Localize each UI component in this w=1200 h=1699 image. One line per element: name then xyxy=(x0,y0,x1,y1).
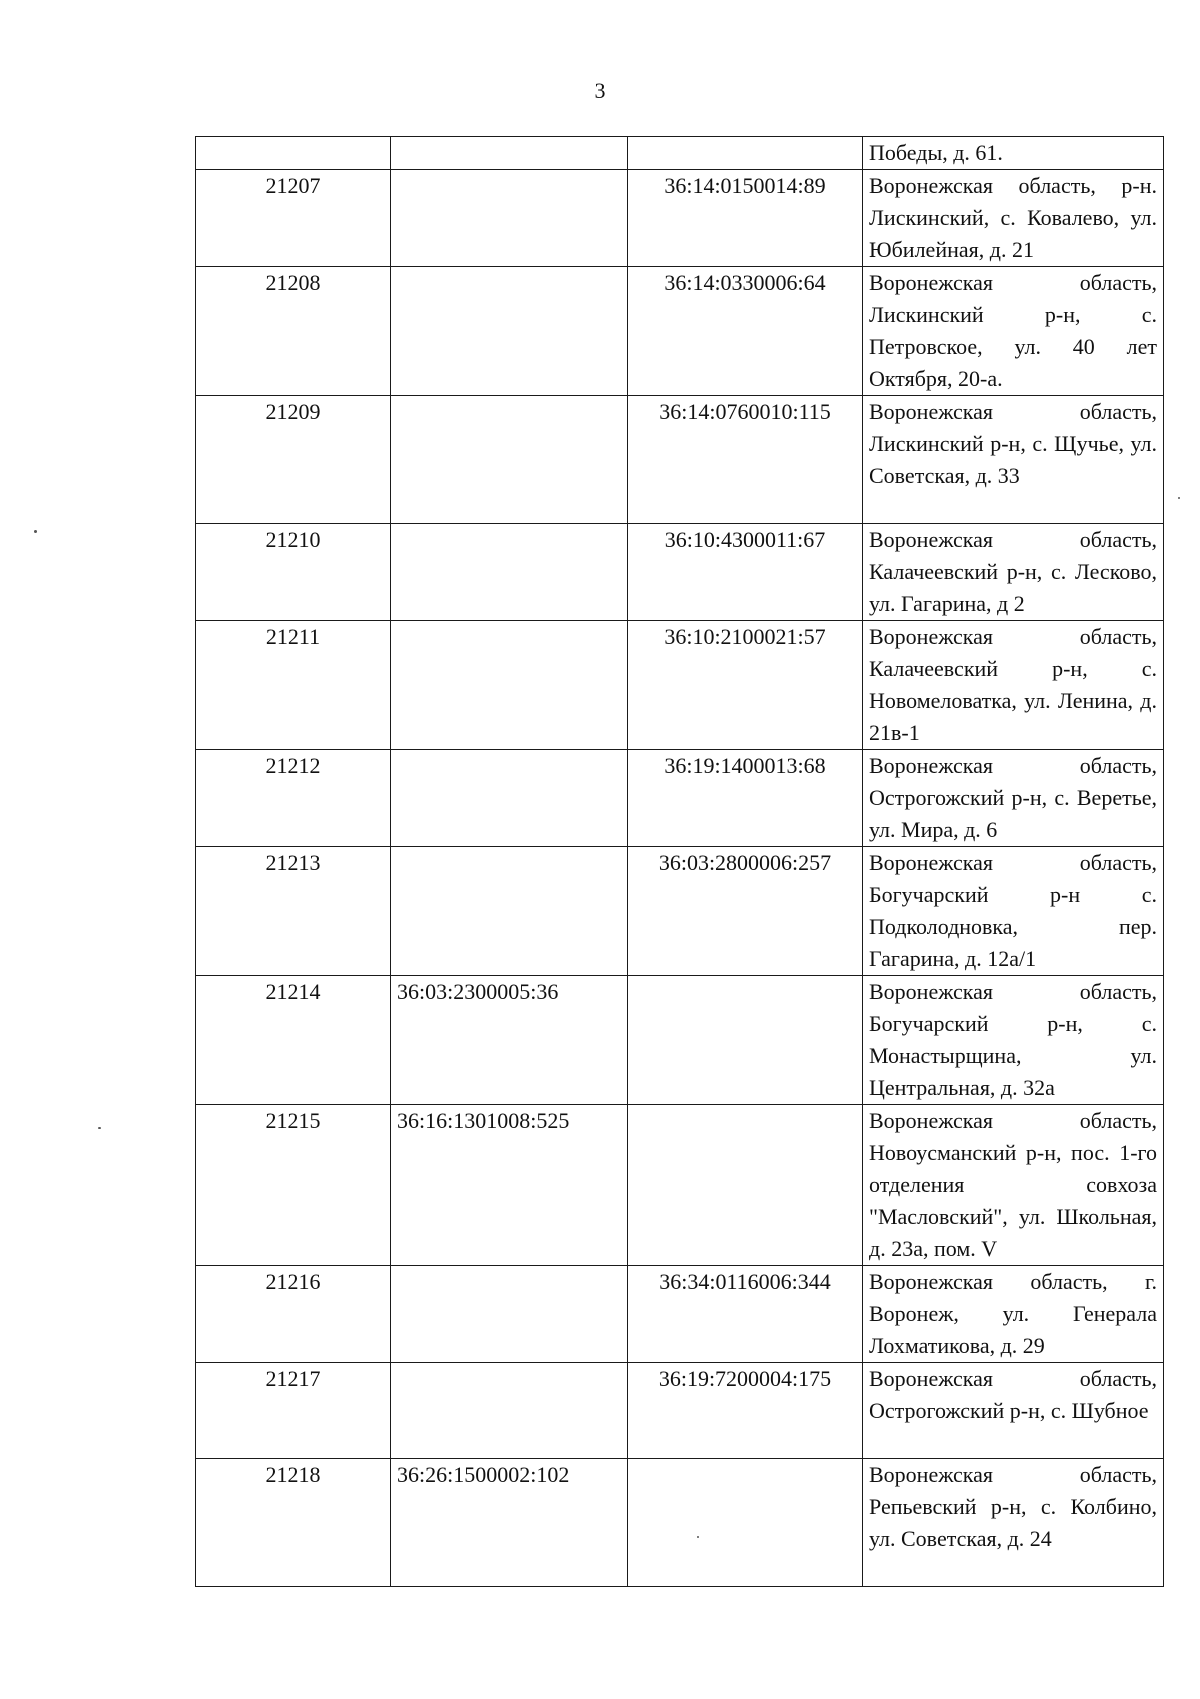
cadastral-number-alt-cell: 36:10:2100021:57 xyxy=(628,621,863,750)
cadastral-number-alt-cell xyxy=(628,137,863,170)
cadastral-number-cell xyxy=(391,1266,628,1363)
scan-speck xyxy=(1178,497,1180,499)
table-row xyxy=(196,976,1164,1105)
table-row xyxy=(196,750,1164,847)
cadastral-number-alt-cell: 36:14:0150014:89 xyxy=(628,170,863,267)
page-number: 3 xyxy=(594,78,606,103)
record-number-cell: 21212 xyxy=(196,750,391,847)
record-number-cell xyxy=(196,137,391,170)
record-number-cell: 21215 xyxy=(196,1105,391,1266)
scan-speck xyxy=(98,1127,101,1129)
cadastral-number-alt-cell xyxy=(628,1105,863,1266)
address-cell: Воронежская область, Лискинский р-н, с. Щучье, ул. Советская, д. 33 xyxy=(863,396,1164,524)
table-row xyxy=(196,1266,1164,1363)
record-number-cell: 21213 xyxy=(196,847,391,976)
cadastral-number-cell xyxy=(391,750,628,847)
record-number-cell: 21209 xyxy=(196,396,391,524)
table-row xyxy=(196,621,1164,750)
record-number-cell: 21207 xyxy=(196,170,391,267)
address-cell: Победы, д. 61. xyxy=(863,137,1164,170)
record-number-cell: 21214 xyxy=(196,976,391,1105)
address-cell: Воронежская область, Богучарский р-н, с. Монастырщина, ул. Центральная, д. 32а xyxy=(863,976,1164,1105)
cadastral-number-alt-cell: 36:34:0116006:344 xyxy=(628,1266,863,1363)
cadastral-number-cell xyxy=(391,396,628,524)
cadastral-number-alt-cell xyxy=(628,1459,863,1587)
cadastral-number-alt-cell: 36:10:4300011:67 xyxy=(628,524,863,621)
cadastral-number-cell: 36:16:1301008:525 xyxy=(391,1105,628,1266)
address-cell: Воронежская область, г. Воронеж, ул. Генерала Лохматикова, д. 29 xyxy=(863,1266,1164,1363)
table-row xyxy=(196,267,1164,396)
scan-speck xyxy=(697,1536,699,1538)
address-cell: Воронежская область, Острогожский р-н, с. Шубное xyxy=(863,1363,1164,1459)
table-row xyxy=(196,524,1164,621)
registry-table xyxy=(195,136,1164,1587)
table-row xyxy=(196,1105,1164,1266)
cadastral-number-alt-cell: 36:14:0760010:115 xyxy=(628,396,863,524)
table-row xyxy=(196,847,1164,976)
cadastral-number-cell xyxy=(391,137,628,170)
cadastral-number-cell xyxy=(391,847,628,976)
cadastral-number-alt-cell: 36:03:2800006:257 xyxy=(628,847,863,976)
address-cell: Воронежская область, Калачеевский р-н, с. Лесково, ул. Гагарина, д 2 xyxy=(863,524,1164,621)
table-row xyxy=(196,1363,1164,1459)
cadastral-number-cell xyxy=(391,524,628,621)
cadastral-number-cell: 36:26:1500002:102 xyxy=(391,1459,628,1587)
cadastral-number-alt-cell: 36:14:0330006:64 xyxy=(628,267,863,396)
record-number-cell: 21210 xyxy=(196,524,391,621)
address-cell: Воронежская область, Репьевский р-н, с. Колбино, ул. Советская, д. 24 xyxy=(863,1459,1164,1587)
table-row xyxy=(196,170,1164,267)
address-cell: Воронежская область, Острогожский р-н, с. Веретье, ул. Мира, д. 6 xyxy=(863,750,1164,847)
record-number-cell: 21208 xyxy=(196,267,391,396)
cadastral-number-alt-cell xyxy=(628,976,863,1105)
table-row xyxy=(196,396,1164,524)
cadastral-number-alt-cell: 36:19:1400013:68 xyxy=(628,750,863,847)
cadastral-number-cell xyxy=(391,267,628,396)
address-cell: Воронежская область, Богучарский р-н с. Подколодновка, пер. Гагарина, д. 12а/1 xyxy=(863,847,1164,976)
scan-speck xyxy=(34,530,37,533)
address-cell: Воронежская область, Новоусманский р-н, пос. 1-го отделения совхоза "Масловский", ул. Школьная, д. 23а, пом. V xyxy=(863,1105,1164,1266)
registry-table-body xyxy=(196,137,1164,1587)
cadastral-number-alt-cell: 36:19:7200004:175 xyxy=(628,1363,863,1459)
record-number-cell: 21218 xyxy=(196,1459,391,1587)
address-cell: Воронежская область, Калачеевский р-н, с. Новомеловатка, ул. Ленина, д. 21в-1 xyxy=(863,621,1164,750)
address-cell: Воронежская область, р-н. Лискинский, с. Ковалево, ул. Юбилейная, д. 21 xyxy=(863,170,1164,267)
cadastral-number-cell: 36:03:2300005:36 xyxy=(391,976,628,1105)
cadastral-number-cell xyxy=(391,621,628,750)
record-number-cell: 21216 xyxy=(196,1266,391,1363)
table-row xyxy=(196,1459,1164,1587)
cadastral-number-cell xyxy=(391,1363,628,1459)
cadastral-number-cell xyxy=(391,170,628,267)
address-cell: Воронежская область, Лискинский р-н, с. Петровское, ул. 40 лет Октября, 20-а. xyxy=(863,267,1164,396)
record-number-cell: 21211 xyxy=(196,621,391,750)
table-row xyxy=(196,137,1164,170)
record-number-cell: 21217 xyxy=(196,1363,391,1459)
